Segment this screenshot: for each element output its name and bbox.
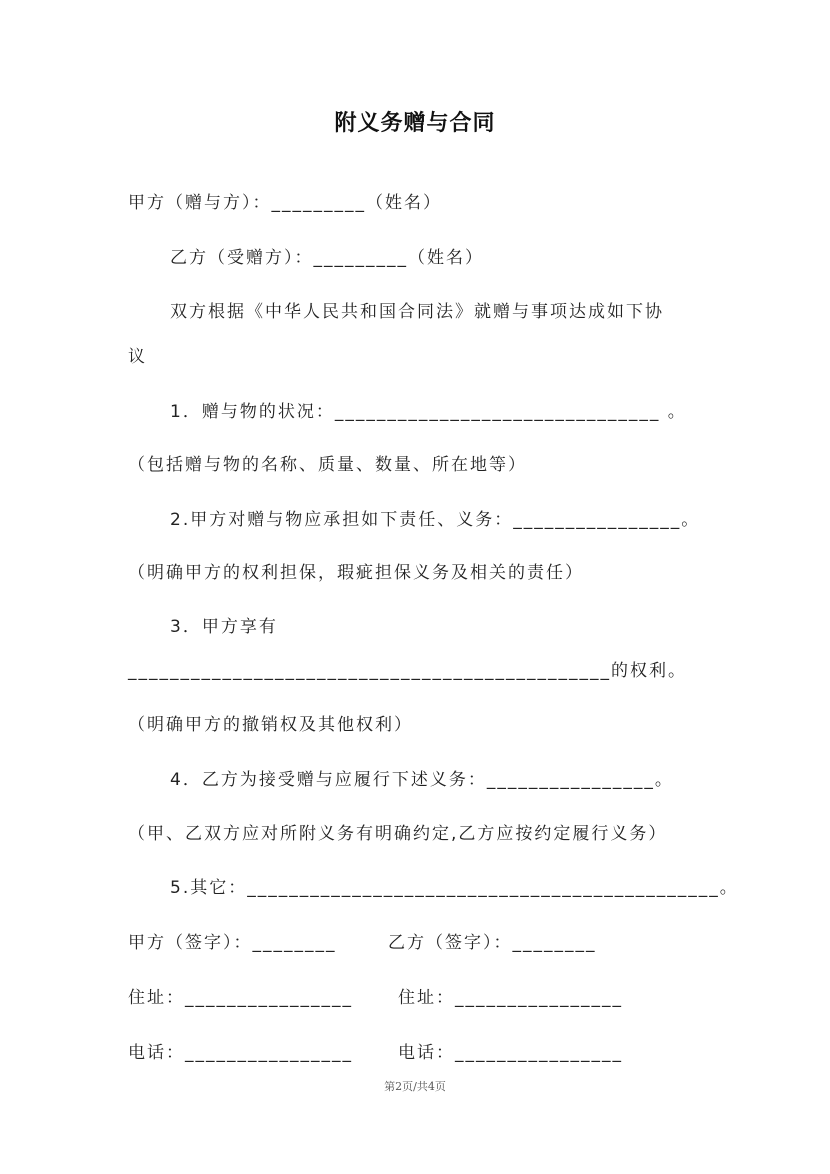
signature-party-a: 甲方（签字）：________ <box>128 933 337 953</box>
item-3-line: ______________________________________________的权利。 <box>128 661 687 681</box>
item-1: 1．赠与物的状况：_______________________________ 。 <box>170 402 687 422</box>
document-title: 附义务赠与合同 <box>334 111 496 136</box>
item-2: 2.甲方对赠与物应承担如下责任、义务：________________。 <box>170 510 701 530</box>
preamble-line-1: 双方根据《中华人民共和国合同法》就赠与事项达成如下协 <box>170 302 664 322</box>
party-a-line: 甲方（赠与方）：_________（姓名） <box>128 193 442 213</box>
preamble-line-2: 议 <box>128 347 147 367</box>
item-2-note: （明确甲方的权利担保，瑕疵担保义务及相关的责任） <box>128 563 584 583</box>
page-indicator: 第2页/共4页 <box>384 1080 446 1093</box>
item-1-note: （包括赠与物的名称、质量、数量、所在地等） <box>128 455 527 475</box>
signature-party-b: 乙方（签字）：________ <box>388 933 597 953</box>
phone-party-b: 电话：________________ <box>398 1043 623 1063</box>
item-4: 4．乙方为接受赠与应履行下述义务：________________。 <box>170 770 674 790</box>
address-party-b: 住址：________________ <box>398 988 623 1008</box>
party-b-line: 乙方（受赠方）：_________（姓名） <box>170 248 484 268</box>
address-party-a: 住址：________________ <box>128 988 353 1008</box>
item-4-note: （甲、乙双方应对所附义务有明确约定,乙方应按约定履行义务） <box>128 824 668 844</box>
item-5: 5.其它：_____________________________________________。 <box>170 878 739 898</box>
item-3: 3．甲方享有 <box>170 617 278 637</box>
phone-party-a: 电话：________________ <box>128 1043 353 1063</box>
item-3-note: （明确甲方的撤销权及其他权利） <box>128 715 413 735</box>
